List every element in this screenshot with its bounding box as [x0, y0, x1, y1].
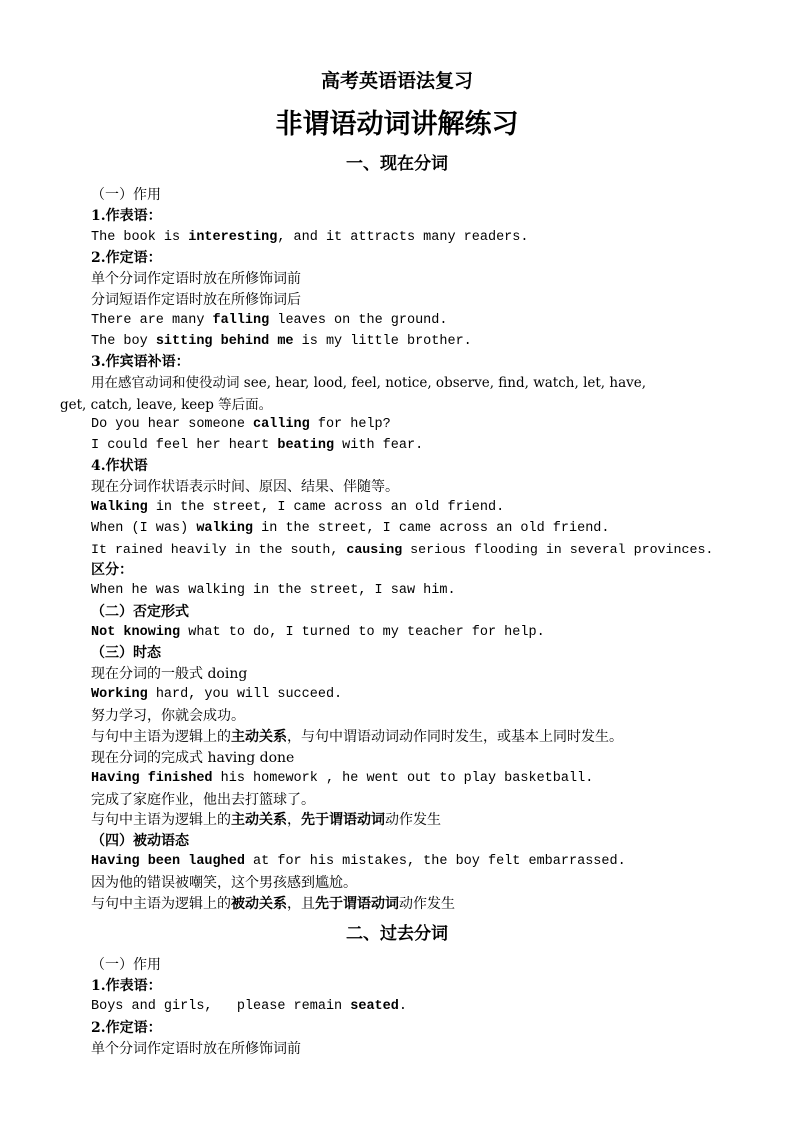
label-object-complement: 3.作宾语补语：: [91, 354, 190, 370]
rule-text: 现在分词的一般式 doing: [91, 666, 248, 682]
note-text: 与句中主语为逻辑上的主动关系，与句中谓语动词动作同时发生，或基本上同时发生。: [91, 729, 623, 745]
example-sentence: When (I was) walking in the street, I came across an old friend.: [91, 521, 610, 536]
label-distinguish: 区分：: [91, 562, 133, 578]
subheading-function: （一）作用: [91, 957, 161, 973]
example-sentence: The boy sitting behind me is my little brother.: [91, 334, 472, 349]
doc-title: 非谓语动词讲解练习: [275, 109, 519, 140]
section-heading-past-participle: 二、过去分词: [346, 924, 448, 944]
rule-text: 单个分词作定语时放在所修饰词前: [91, 1041, 301, 1057]
example-sentence: It rained heavily in the south, causing serious flooding in several provinces.: [91, 542, 714, 557]
example-sentence: Working hard, you will succeed.: [91, 687, 343, 702]
subheading-negative-form: （二）否定形式: [91, 604, 189, 620]
translation-text: 完成了家庭作业，他出去打篮球了。: [91, 792, 315, 808]
label-predicative: 1.作表语：: [91, 978, 162, 994]
section-heading-present-participle: 一、现在分词: [346, 154, 448, 174]
note-text: 与句中主语为逻辑上的被动关系，且先于谓语动词动作发生: [91, 896, 455, 912]
example-sentence: The book is interesting, and it attracts many readers.: [91, 230, 529, 245]
example-sentence: Having finished his homework , he went out to play basketball.: [91, 771, 594, 786]
rule-text: get, catch, leave, keep 等后面。: [60, 397, 273, 413]
example-sentence: Having been laughed at for his mistakes, the boy felt embarrassed.: [91, 854, 626, 869]
example-sentence: When he was walking in the street, I saw him.: [91, 583, 456, 598]
translation-text: 因为他的错误被嘲笑，这个男孩感到尴尬。: [91, 875, 357, 891]
label-adverbial: 4.作状语: [91, 458, 148, 474]
rule-text: 分词短语作定语时放在所修饰词后: [91, 292, 301, 308]
example-sentence: Do you hear someone calling for help?: [91, 417, 391, 432]
rule-text: 用在感官动词和使役动词 see, hear, lood, feel, notice, observe, find, watch, let, have,: [91, 375, 647, 391]
label-attributive: 2.作定语：: [91, 250, 162, 266]
doc-subtitle: 高考英语语法复习: [320, 70, 473, 92]
rule-text: 现在分词作状语表示时间、原因、结果、伴随等。: [91, 479, 399, 495]
rule-text: 现在分词的完成式 having done: [91, 750, 295, 766]
subheading-passive-voice: （四）被动语态: [91, 833, 189, 849]
example-sentence: Boys and girls, please remain seated.: [91, 999, 407, 1014]
example-sentence: I could feel her heart beating with fear.: [91, 438, 424, 453]
example-sentence: Not knowing what to do, I turned to my teacher for help.: [91, 625, 545, 640]
label-attributive: 2.作定语：: [91, 1020, 162, 1036]
example-sentence: There are many falling leaves on the ground.: [91, 313, 448, 328]
label-predicative: 1.作表语：: [91, 208, 162, 224]
rule-text: 单个分词作定语时放在所修饰词前: [91, 271, 301, 287]
subheading-tense: （三）时态: [91, 645, 161, 661]
subheading-function: （一）作用: [91, 187, 161, 203]
note-text: 与句中主语为逻辑上的主动关系，先于谓语动词动作发生: [91, 812, 441, 828]
example-sentence: Walking in the street, I came across an old friend.: [91, 500, 505, 515]
translation-text: 努力学习，你就会成功。: [91, 708, 245, 724]
